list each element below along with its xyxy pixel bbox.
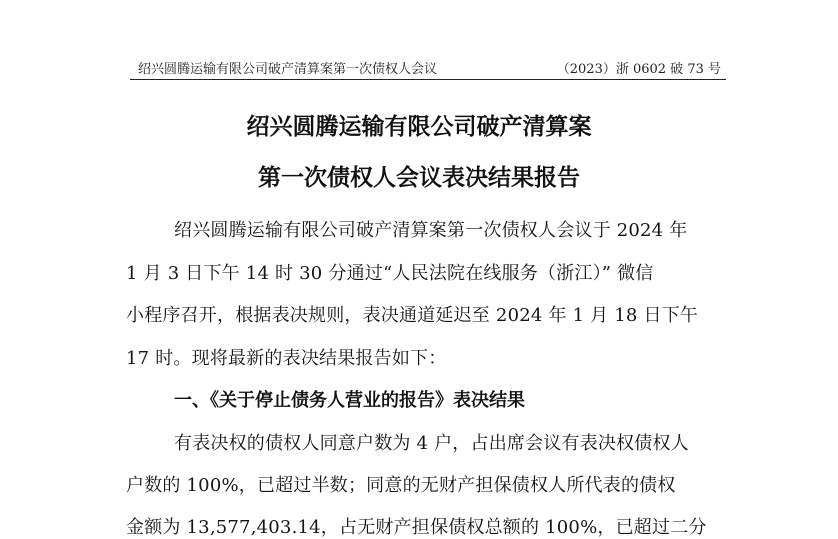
header-divider xyxy=(130,79,726,80)
section-heading-1: 一、《关于停止债务人营业的报告》表决结果 xyxy=(174,390,525,411)
paragraph-1-line-2: 1 月 3 日下午 14 时 30 分通过“人民法院在线服务（浙江）” 微信 xyxy=(126,263,654,284)
case-number: （2023）浙 0602 破 73 号 xyxy=(556,62,721,77)
paragraph-2-line-1: 有表决权的债权人同意户数为 4 户，占出席会议有表决权债权人 xyxy=(174,433,689,454)
document-title-line-1: 绍兴圆腾运输有限公司破产清算案 xyxy=(246,113,592,140)
running-header-title: 绍兴圆腾运输有限公司破产清算案第一次债权人会议 xyxy=(138,62,438,77)
document-title-line-2: 第一次债权人会议表决结果报告 xyxy=(258,164,580,191)
paragraph-2-line-2: 户数的 100%，已超过半数；同意的无财产担保债权人所代表的债权 xyxy=(126,475,676,496)
paragraph-1-line-1: 绍兴圆腾运输有限公司破产清算案第一次债权人会议于 2024 年 xyxy=(174,220,688,241)
paragraph-2-line-3: 金额为 13,577,403.14，占无财产担保债权总额的 100%，已超过二分 xyxy=(126,517,707,538)
paragraph-1-line-3: 小程序召开，根据表决规则，表决通道延迟至 2024 年 1 月 18 日下午 xyxy=(126,305,699,326)
paragraph-1-line-4: 17 时。现将最新的表决结果报告如下： xyxy=(126,348,447,369)
